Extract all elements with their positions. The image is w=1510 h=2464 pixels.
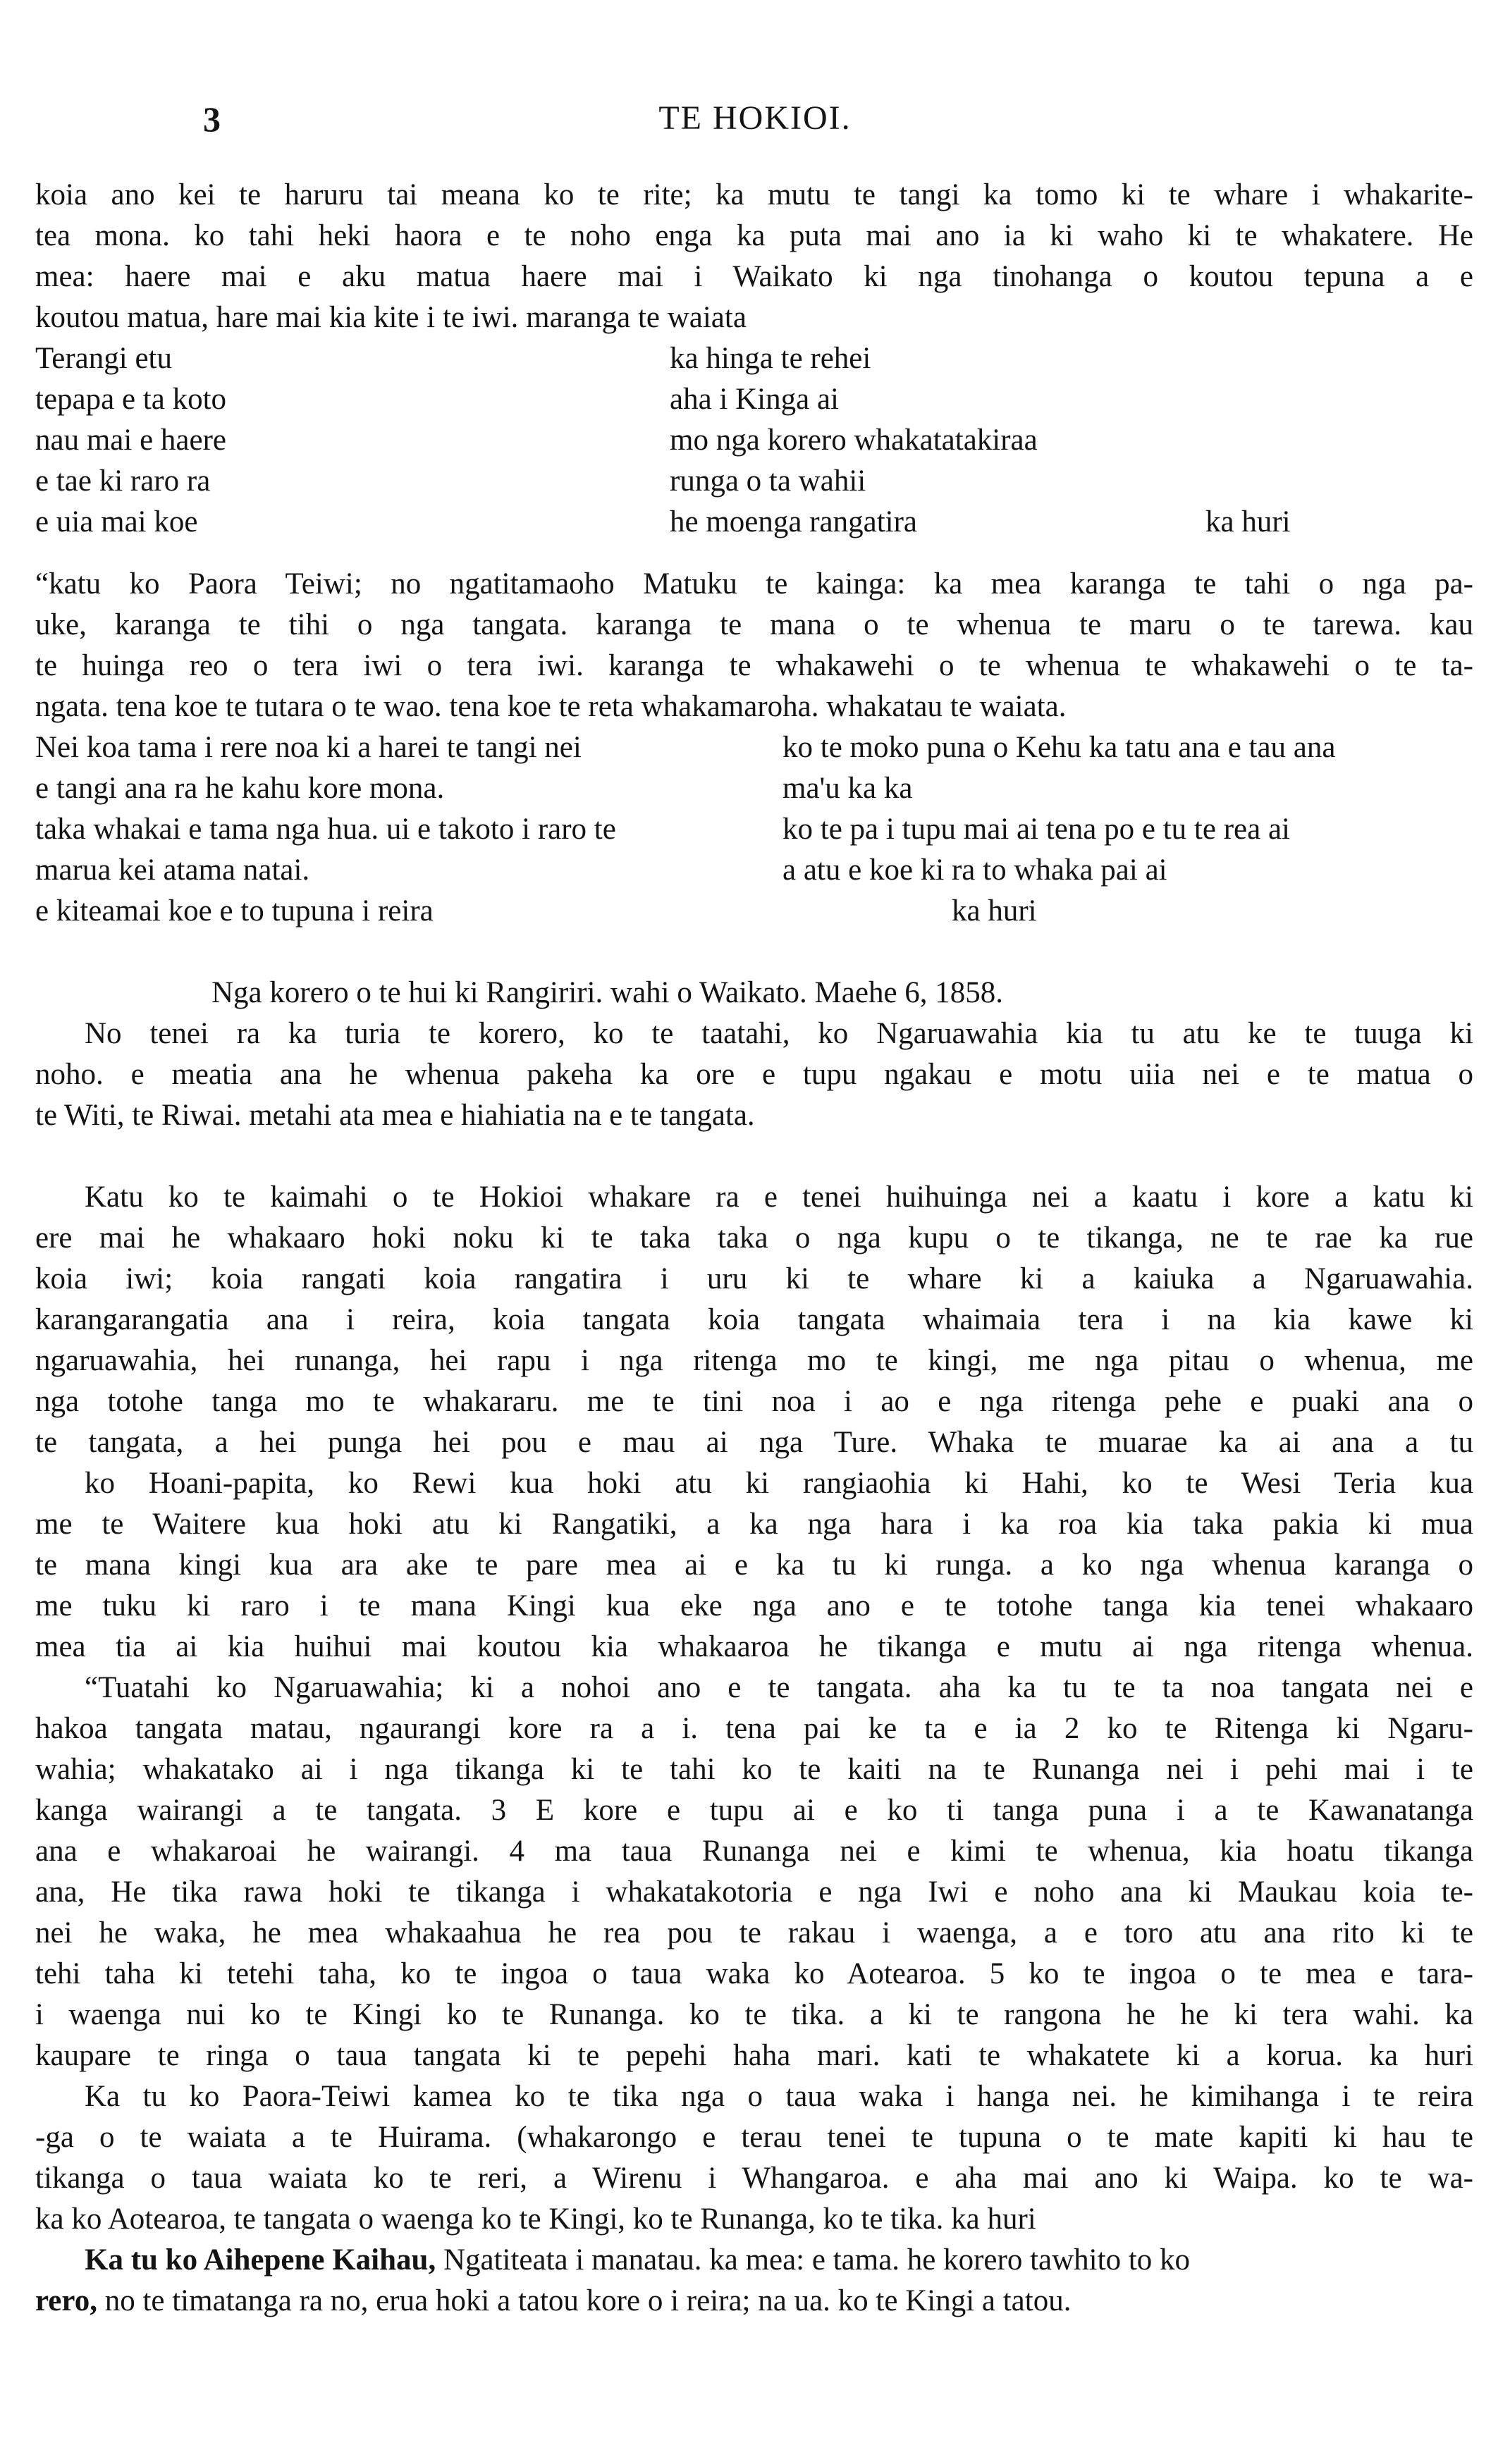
text-line: te tangata, a hei punga hei pou e mau ai nga Ture. Whaka te muarae ka ai ana a tu bbox=[35, 1426, 1473, 1459]
text-line: mea tia ai kia huihui mai koutou kia whakaaroa he tikanga e mutu ai nga ritenga whenua. bbox=[35, 1630, 1473, 1663]
page-number: 3 bbox=[203, 99, 221, 139]
song-right: ko te moko puna o Kehu ka tatu ana e tau ana bbox=[782, 731, 1336, 764]
text-span: Ngatiteata i manatau. ka mea: e tama. he korero tawhito to ko bbox=[436, 2243, 1191, 2277]
text-line: hakoa tangata matau, ngaurangi kore ra a i. tena pai ke ta e ia 2 ko te Ritenga ki Ngaru- bbox=[35, 1712, 1473, 1745]
text-line: No tenei ra ka turia te korero, ko te taatahi, ko Ngaruawahia kia tu atu ke te tuuga ki bbox=[85, 1017, 1473, 1050]
song-left: Nei koa tama i rere noa ki a harei te tangi nei bbox=[35, 731, 582, 764]
text-line: noho. e meatia ana he whenua pakeha ka ore e tupu ngakau e motu uiia nei e te matua o bbox=[35, 1058, 1473, 1091]
song-right: he moenga rangatira bbox=[670, 505, 917, 538]
text-line: ana, He tika rawa hoki te tikanga i whakatakotoria e nga Iwi e noho ana ki Maukau koia te- bbox=[35, 1875, 1473, 1909]
song-end-mark: ka huri bbox=[1205, 505, 1291, 538]
text-line: tikanga o taua waiata ko te reri, a Wirenu i Whangaroa. e aha mai ano ki Waipa. ko te wa- bbox=[35, 2162, 1473, 2195]
text-line: i waenga nui ko te Kingi ko te Runanga. ko te tika. a ki te rangona he he ki tera wahi. ka bbox=[35, 1998, 1473, 2031]
notice-heading: Nga korero o te hui ki Rangiriri. wahi o Waikato. Maehe 6, 1858. bbox=[211, 976, 1004, 1009]
text-line: uke, karanga te tihi o nga tangata. karanga te mana o te whenua te maru o te tarewa. kau bbox=[35, 608, 1473, 641]
song-left: Terangi etu bbox=[35, 342, 172, 375]
text-line: ngata. tena koe te tutara o te wao. tena koe te reta whakamaroha. whakatau te waiata. bbox=[35, 690, 1067, 723]
text-line: ere mai he whakaaro hoki noku ki te taka taka o nga kupu o te tikanga, ne te rae ka rue bbox=[35, 1221, 1473, 1255]
text-line: koia ano kei te haruru tai meana ko te rite; ka mutu te tangi ka tomo ki te whare i whakarite- bbox=[35, 178, 1473, 211]
text-line: ka ko Aotearoa, te tangata o waenga ko te Kingi, ko te Runanga, ko te tika. ka huri bbox=[35, 2203, 1036, 2236]
song-left: tepapa e ta koto bbox=[35, 383, 227, 416]
song-left: nau mai e haere bbox=[35, 424, 226, 457]
page-header bbox=[35, 99, 1475, 148]
song-left: e kiteamai koe e to tupuna i reira bbox=[35, 894, 434, 928]
song-right: ma'u ka ka bbox=[782, 772, 913, 805]
text-line: tehi taha ki tetehi taha, ko te ingoa o taua waka ko Aotearoa. 5 ko te ingoa o te mea e tara- bbox=[35, 1957, 1473, 1990]
song-left: e tangi ana ra he kahu kore mona. bbox=[35, 772, 445, 805]
song-right: aha i Kinga ai bbox=[670, 383, 839, 416]
song-right: ka hinga te rehei bbox=[670, 342, 871, 375]
page-title: TE HOKIOI. bbox=[658, 99, 852, 137]
song-line bbox=[35, 891, 1473, 932]
text-line: nga totohe tanga mo te whakararu. me te tini noa i ao e nga ritenga pehe e puaki ana o bbox=[35, 1385, 1473, 1418]
text-line: karangarangatia ana i reira, koia tangata koia tangata whaimaia tera i na kia kawe ki bbox=[35, 1303, 1473, 1336]
song-line bbox=[35, 379, 1473, 420]
text-line bbox=[35, 2281, 1473, 2322]
song-line bbox=[35, 727, 1473, 768]
text-line: te mana kingi kua ara ake te pare mea ai e ka tu ki runga. a ko nga whenua karanga o bbox=[35, 1548, 1473, 1582]
text-line: te Witi, te Riwai. metahi ata mea e hiahiatia na e te tangata. bbox=[35, 1099, 755, 1132]
text-line: me te Waitere kua hoki atu ki Rangatiki, a ka nga hara i ka roa kia taka pakia ki mua bbox=[35, 1508, 1473, 1541]
song-right: runga o ta wahii bbox=[670, 464, 866, 498]
text-line: Katu ko te kaimahi o te Hokioi whakare ra e tenei huihuinga nei a kaatu i kore a katu ki bbox=[85, 1181, 1473, 1214]
song-line bbox=[35, 850, 1473, 891]
song-left: e tae ki raro ra bbox=[35, 464, 211, 498]
song-right: ko te pa i tupu mai ai tena po e tu te rea ai bbox=[782, 813, 1290, 846]
bold-word: rero, bbox=[35, 2284, 97, 2317]
text-span: no te timatanga ra no, erua hoki a tatou kore o i reira; na ua. ko te Kingi a tatou. bbox=[97, 2284, 1072, 2317]
song-right: a atu e koe ki ra to whaka pai ai bbox=[782, 854, 1167, 887]
song-line bbox=[35, 461, 1473, 502]
song-left: taka whakai e tama nga hua. ui e takoto i raro te bbox=[35, 813, 616, 846]
song-line bbox=[35, 338, 1473, 379]
text-line: -ga o te waiata a te Huirama. (whakarongo e terau tenei te tupuna o te mate kapiti ki hau te bbox=[35, 2121, 1473, 2154]
text-line: “Tuatahi ko Ngaruawahia; ki a nohoi ano e te tangata. aha ka tu te ta noa tangata nei e bbox=[85, 1671, 1473, 1704]
text-line: nei he waka, he mea whakaahua he rea pou te rakau i waenga, a e toro atu ana rito ki te bbox=[35, 1916, 1473, 1949]
text-line: “katu ko Paora Teiwi; no ngatitamaoho Matuku te kainga: ka mea karanga te tahi o nga pa- bbox=[35, 567, 1473, 600]
text-line: koia iwi; koia rangati koia rangatira i uru ki te whare ki a kaiuka a Ngaruawahia. bbox=[35, 1262, 1473, 1295]
song-line bbox=[35, 768, 1473, 809]
text-line: ngaruawahia, hei runanga, hei rapu i nga ritenga mo te kingi, me nga pitau o whenua, me bbox=[35, 1344, 1473, 1377]
text-line: ko Hoani-papita, ko Rewi kua hoki atu ki rangiaohia ki Hahi, ko te Wesi Teria kua bbox=[85, 1467, 1473, 1500]
text-line: koutou matua, hare mai kia kite i te iwi. maranga te waiata bbox=[35, 301, 747, 334]
song-line bbox=[35, 809, 1473, 850]
text-line: kaupare te ringa o taua tangata ki te pepehi haha mari. kati te whakatete ki a korua. ka huri bbox=[35, 2039, 1473, 2072]
song-end-mark: ka huri bbox=[952, 894, 1037, 928]
song-right: mo nga korero whakatatakiraa bbox=[670, 424, 1038, 457]
text-line: mea: haere mai e aku matua haere mai i Waikato ki nga tinohanga o koutou tepuna a e bbox=[35, 260, 1473, 293]
speaker-name: Ka tu ko Aihepene Kaihau, bbox=[85, 2243, 436, 2277]
text-line: ana e whakaroai he wairangi. 4 ma taua Runanga nei e kimi te whenua, kia hoatu tikanga bbox=[35, 1835, 1473, 1868]
text-line: te huinga reo o tera iwi o tera iwi. karanga te whakawehi o te whenua te whakawehi o te ta- bbox=[35, 649, 1473, 682]
song-line bbox=[35, 420, 1473, 461]
text-line: me tuku ki raro i te mana Kingi kua eke nga ano e te totohe tanga kia tenei whakaaro bbox=[35, 1589, 1473, 1622]
text-line: kanga wairangi a te tangata. 3 E kore e tupu ai e ko ti tanga puna i a te Kawanatanga bbox=[35, 1794, 1473, 1827]
song-left: marua kei atama natai. bbox=[35, 854, 310, 887]
song-line bbox=[35, 502, 1473, 543]
text-line: Ka tu ko Paora-Teiwi kamea ko te tika nga o taua waka i hanga nei. he kimihanga i te reira bbox=[85, 2080, 1473, 2113]
text-line: wahia; whakatako ai i nga tikanga ki te tahi ko te kaiti na te Runanga nei i pehi mai i te bbox=[35, 1753, 1473, 1786]
text-line bbox=[35, 2240, 1473, 2281]
song-left: e uia mai koe bbox=[35, 505, 198, 538]
text-line: tea mona. ko tahi heki haora e te noho enga ka puta mai ano ia ki waho ki te whakatere. He bbox=[35, 219, 1473, 252]
